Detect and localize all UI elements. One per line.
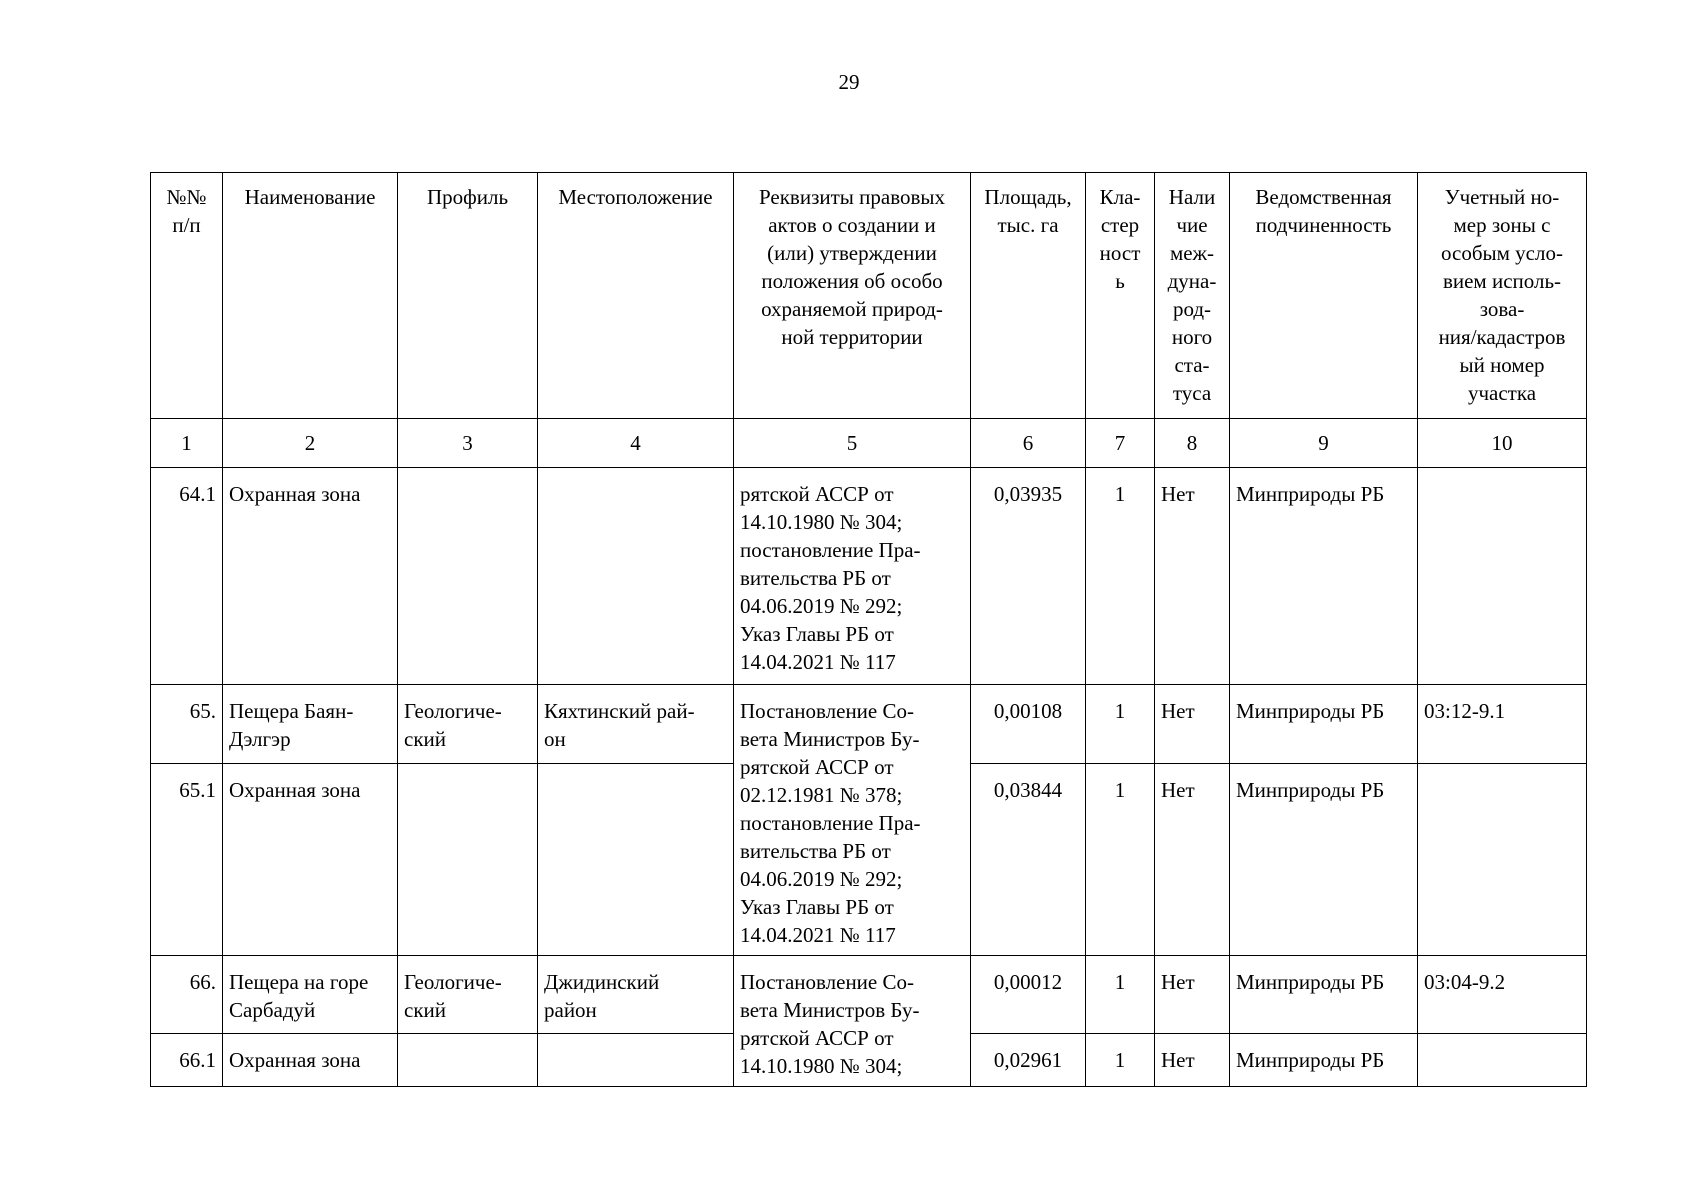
row-number: 65.1 xyxy=(151,763,223,955)
row-location: Джидинский район xyxy=(538,956,734,1034)
row-area: 0,03844 xyxy=(971,763,1086,955)
row-location xyxy=(538,763,734,955)
column-number: 3 xyxy=(398,419,538,468)
column-number: 8 xyxy=(1155,419,1230,468)
row-intl-status: Нет xyxy=(1155,468,1230,685)
header-cell-area: Площадь, тыс. га xyxy=(971,173,1086,419)
row-intl-status: Нет xyxy=(1155,956,1230,1034)
protected-areas-table xyxy=(150,172,1587,1087)
table-row xyxy=(151,956,1587,1034)
row-location: Кяхтинский рай- он xyxy=(538,685,734,764)
row-number: 65. xyxy=(151,685,223,764)
row-legal-acts: Постановление Со- вета Министров Бу- рятской АССР от 14.10.1980 № 304; xyxy=(734,956,971,1087)
row-registry-number xyxy=(1418,468,1587,685)
row-area: 0,03935 xyxy=(971,468,1086,685)
row-intl-status: Нет xyxy=(1155,1034,1230,1087)
row-area: 0,02961 xyxy=(971,1034,1086,1087)
row-registry-number xyxy=(1418,1034,1587,1087)
row-location xyxy=(538,1034,734,1087)
row-area: 0,00108 xyxy=(971,685,1086,764)
page-number: 29 xyxy=(838,70,860,94)
row-name: Охранная зона xyxy=(223,1034,398,1087)
row-department: Минприроды РБ xyxy=(1230,685,1418,764)
row-cluster: 1 xyxy=(1086,956,1155,1034)
header-cell-registry-number: Учетный но- мер зоны с особым усло- вием исполь- зова- ния/кадастров ый номер участка xyxy=(1418,173,1587,419)
column-number: 7 xyxy=(1086,419,1155,468)
row-registry-number: 03:12-9.1 xyxy=(1418,685,1587,764)
column-number: 4 xyxy=(538,419,734,468)
row-department: Минприроды РБ xyxy=(1230,468,1418,685)
row-name: Пещера на горе Сарбадуй xyxy=(223,956,398,1034)
row-department: Минприроды РБ xyxy=(1230,1034,1418,1087)
row-department: Минприроды РБ xyxy=(1230,956,1418,1034)
column-number: 9 xyxy=(1230,419,1418,468)
row-area: 0,00012 xyxy=(971,956,1086,1034)
table-row xyxy=(151,468,1587,685)
row-profile: Геологиче- ский xyxy=(398,685,538,764)
row-cluster: 1 xyxy=(1086,1034,1155,1087)
row-name: Охранная зона xyxy=(223,468,398,685)
column-number: 2 xyxy=(223,419,398,468)
row-registry-number xyxy=(1418,763,1587,955)
row-cluster: 1 xyxy=(1086,685,1155,764)
row-registry-number: 03:04-9.2 xyxy=(1418,956,1587,1034)
header-cell-profile: Профиль xyxy=(398,173,538,419)
column-number: 1 xyxy=(151,419,223,468)
row-profile: Геологиче- ский xyxy=(398,956,538,1034)
column-number: 6 xyxy=(971,419,1086,468)
row-cluster: 1 xyxy=(1086,763,1155,955)
row-cluster: 1 xyxy=(1086,468,1155,685)
row-number: 66.1 xyxy=(151,1034,223,1087)
column-number: 10 xyxy=(1418,419,1587,468)
header-cell-num: №№ п/п xyxy=(151,173,223,419)
row-number: 66. xyxy=(151,956,223,1034)
row-intl-status: Нет xyxy=(1155,763,1230,955)
table-row xyxy=(151,685,1587,764)
header-cell-intl-status: Нали чие меж- дуна- род- ного ста- туса xyxy=(1155,173,1230,419)
header-cell-acts: Реквизиты правовых актов о создании и (или) утверждении положения об особо охраняемой природ- ной территории xyxy=(734,173,971,419)
row-number: 64.1 xyxy=(151,468,223,685)
row-name: Охранная зона xyxy=(223,763,398,955)
row-legal-acts: рятской АССР от 14.10.1980 № 304; постановление Пра- вительства РБ от 04.06.2019 № 292; Указ Главы РБ от 14.04.2021 № 117 xyxy=(734,468,971,685)
header-row xyxy=(151,173,1587,419)
header-cell-location: Местоположение xyxy=(538,173,734,419)
header-cell-department: Ведомственная подчиненность xyxy=(1230,173,1418,419)
row-legal-acts: Постановление Со- вета Министров Бу- рятской АССР от 02.12.1981 № 378; постановление Пра- вительства РБ от 04.06.2019 № 292; Указ Главы РБ от 14.04.2021 № 117 xyxy=(734,685,971,956)
column-number-row xyxy=(151,419,1587,468)
row-profile xyxy=(398,468,538,685)
header-cell-cluster: Кла- стер ност ь xyxy=(1086,173,1155,419)
row-intl-status: Нет xyxy=(1155,685,1230,764)
row-profile xyxy=(398,763,538,955)
header-cell-name: Наименование xyxy=(223,173,398,419)
row-location xyxy=(538,468,734,685)
row-department: Минприроды РБ xyxy=(1230,763,1418,955)
row-name: Пещера Баян- Дэлгэр xyxy=(223,685,398,764)
column-number: 5 xyxy=(734,419,971,468)
row-profile xyxy=(398,1034,538,1087)
